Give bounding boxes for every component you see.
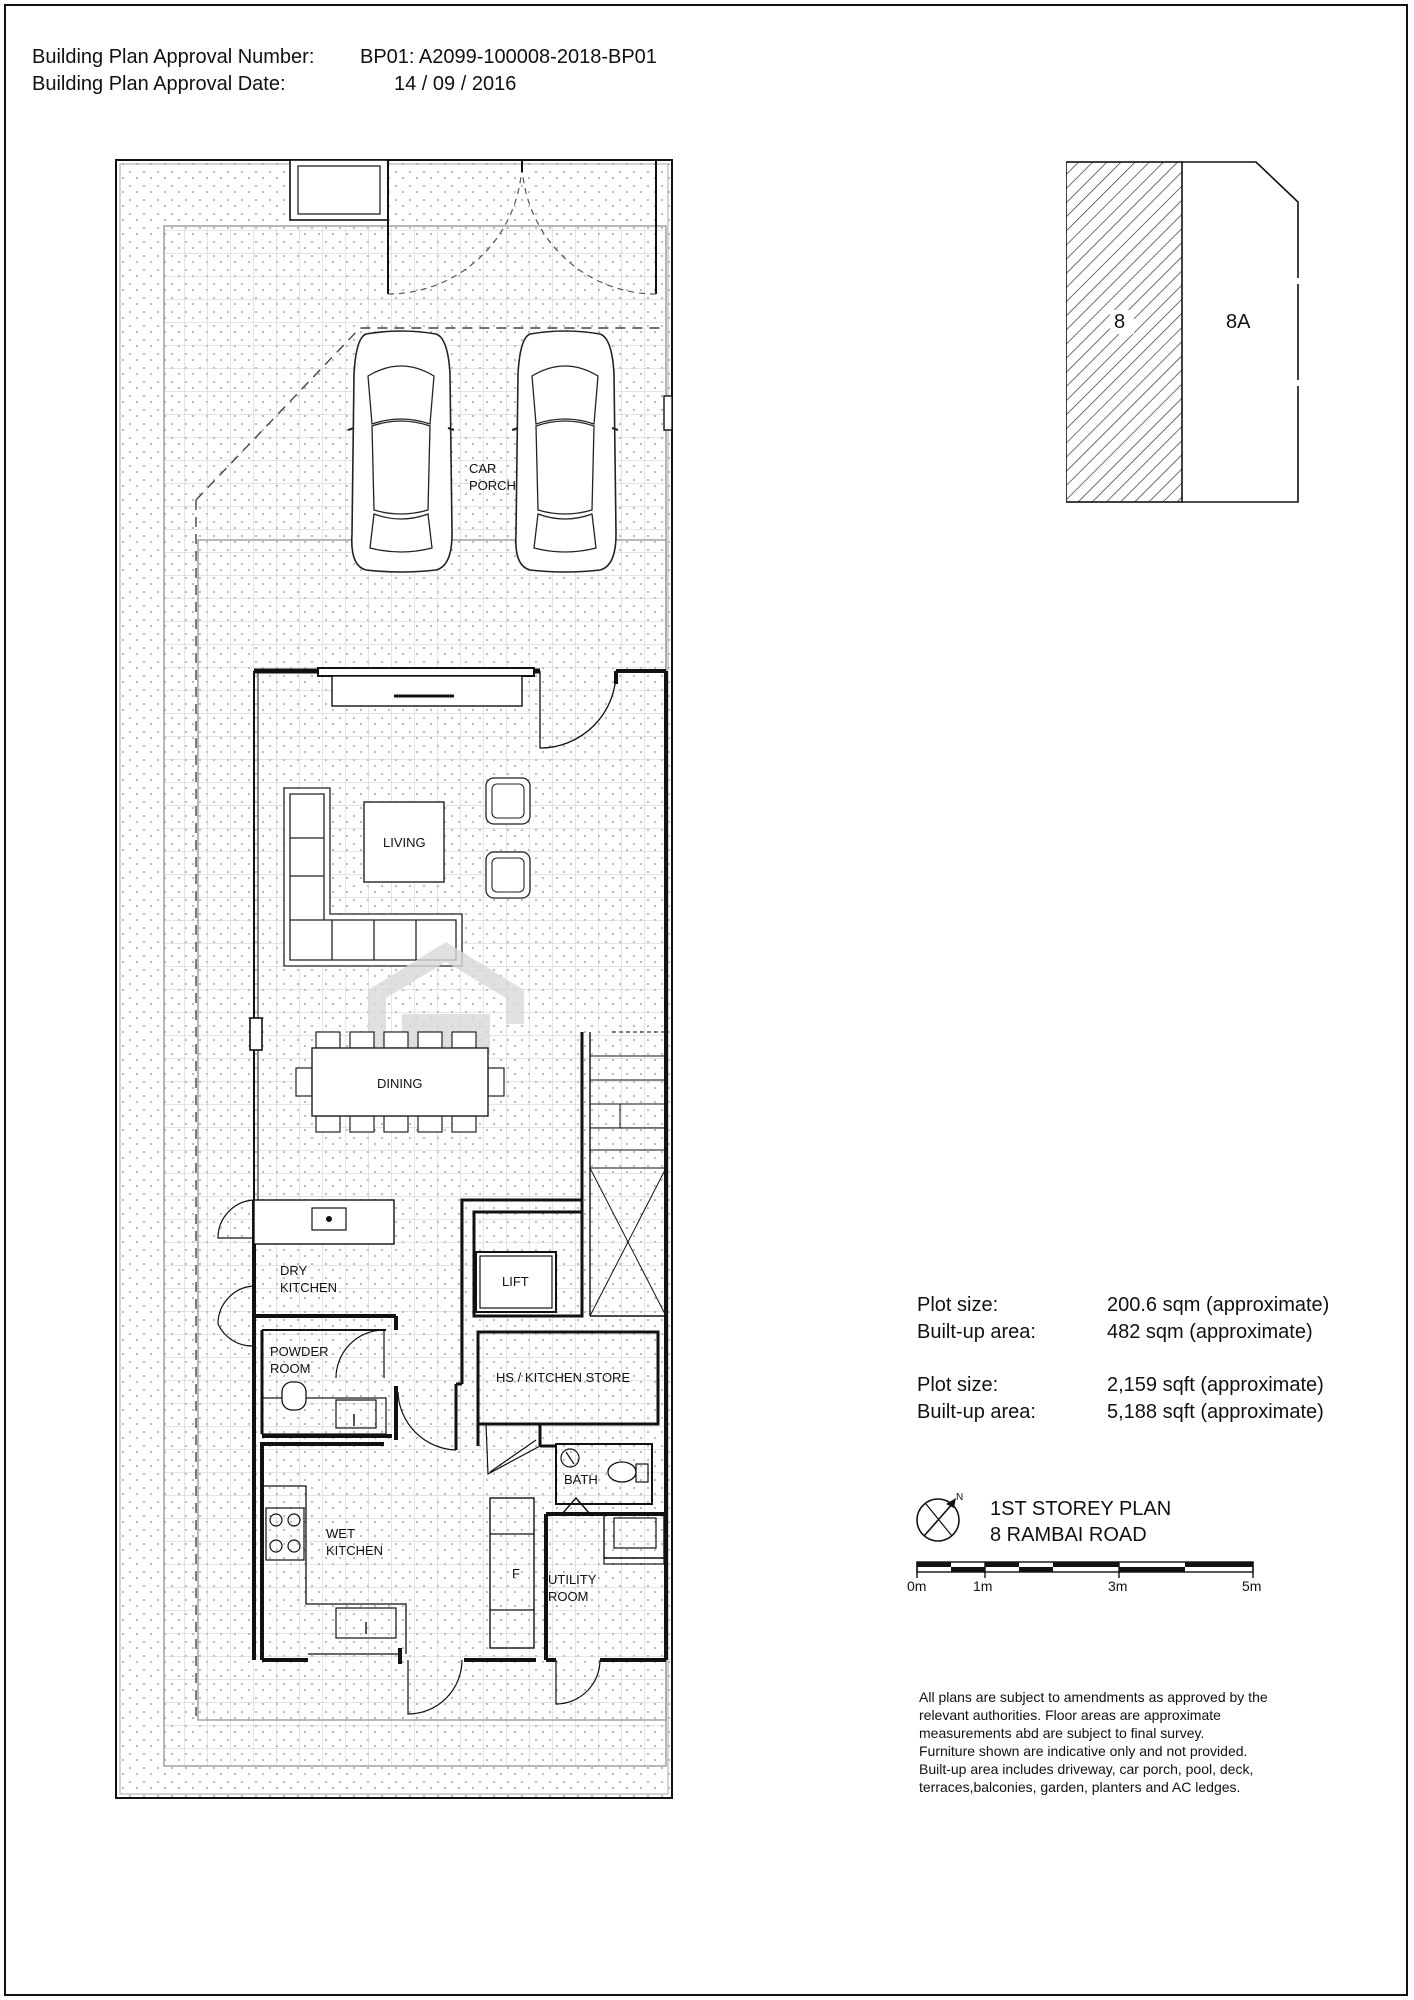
north-arrow-icon bbox=[916, 1490, 968, 1546]
approval-date-label: Building Plan Approval Date: bbox=[32, 73, 286, 95]
note-line: relevant authorities. Floor areas are approximate bbox=[919, 1707, 1221, 1723]
builtup-area-label: Built-up area: bbox=[917, 1321, 1036, 1343]
car-porch-label: CAR bbox=[469, 461, 497, 476]
note-line: measurements abd are subject to final survey. bbox=[919, 1725, 1205, 1741]
powder-room-label-2: ROOM bbox=[270, 1361, 311, 1376]
plot-size-label-2: Plot size: bbox=[917, 1374, 999, 1396]
plan-title: 1ST STOREY PLAN bbox=[990, 1498, 1172, 1520]
area-summary bbox=[917, 1292, 1329, 1426]
car-right bbox=[512, 331, 618, 572]
key-plan-unit-8a: 8A bbox=[1226, 311, 1251, 333]
scale-label-3m: 3m bbox=[1108, 1578, 1128, 1594]
dining-label: DINING bbox=[377, 1076, 423, 1091]
approval-number-label: Building Plan Approval Number: bbox=[32, 46, 315, 68]
dry-kitchen-label: DRY bbox=[280, 1263, 308, 1278]
north-label: N bbox=[956, 1492, 964, 1503]
plot-size-sqft: 2,159 sqft (approximate) bbox=[1107, 1374, 1324, 1396]
plan-address: 8 RAMBAI ROAD bbox=[990, 1524, 1147, 1546]
bath-label: BATH bbox=[564, 1472, 598, 1487]
key-plan-unit-8: 8 bbox=[1114, 311, 1126, 333]
disclaimer-notes bbox=[919, 1688, 1339, 1796]
armchair bbox=[486, 778, 530, 824]
note-line: All plans are subject to amendments as approved by the bbox=[919, 1689, 1268, 1705]
scale-label-5m: 5m bbox=[1242, 1578, 1262, 1594]
title-block bbox=[990, 1496, 1171, 1548]
builtup-area-label-2: Built-up area: bbox=[917, 1401, 1036, 1423]
scale-label-1m: 1m bbox=[973, 1578, 993, 1594]
builtup-area-sqft: 5,188 sqft (approximate) bbox=[1107, 1401, 1324, 1423]
living-label: LIVING bbox=[383, 835, 426, 850]
utility-room-label: UTILITY bbox=[548, 1572, 597, 1587]
armchair bbox=[486, 852, 530, 898]
key-plan bbox=[1066, 160, 1302, 505]
car-porch-label-2: PORCH bbox=[469, 478, 516, 493]
dry-kitchen-label-2: KITCHEN bbox=[280, 1280, 338, 1295]
builtup-area-sqm: 482 sqm (approximate) bbox=[1107, 1321, 1313, 1343]
hs-store-label: HS / KITCHEN STORE bbox=[496, 1370, 631, 1385]
scale-label-0m: 0m bbox=[907, 1578, 927, 1594]
scale-bar bbox=[916, 1560, 1256, 1600]
plot-size-label: Plot size: bbox=[917, 1294, 999, 1316]
lift-label: LIFT bbox=[502, 1274, 529, 1289]
note-line: terraces,balconies, garden, planters and AC ledges. bbox=[919, 1779, 1241, 1795]
car-left bbox=[348, 331, 454, 572]
powder-room-label: POWDER bbox=[270, 1344, 329, 1359]
plot-size-sqm: 200.6 sqm (approximate) bbox=[1107, 1294, 1330, 1316]
wet-kitchen-label: WET bbox=[326, 1526, 355, 1541]
note-line: Built-up area includes driveway, car porch, pool, deck, bbox=[919, 1761, 1254, 1777]
wet-kitchen-label-2: KITCHEN bbox=[326, 1543, 384, 1558]
note-line: Furniture shown are indicative only and not provided. bbox=[919, 1743, 1248, 1759]
utility-room-label-2: ROOM bbox=[548, 1589, 589, 1604]
approval-date-value: 14 / 09 / 2016 bbox=[394, 73, 517, 95]
approval-number-value: BP01: A2099-100008-2018-BP01 bbox=[360, 46, 657, 68]
fridge-label: F bbox=[512, 1566, 520, 1581]
